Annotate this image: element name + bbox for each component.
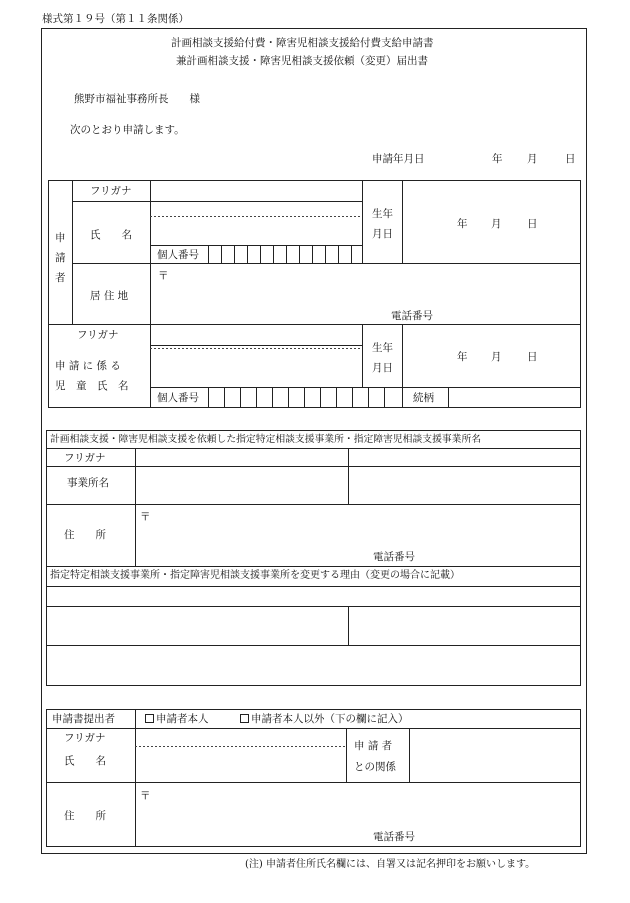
child-name-label-1: 申 請 に 係 る [55, 360, 121, 372]
checkbox-other[interactable] [240, 714, 249, 723]
child-personal-number-label: 個人番号 [157, 392, 199, 404]
submitter-phone-label: 電話番号 [373, 831, 415, 843]
child-birth-label-1: 生年 [372, 342, 393, 354]
applicant-name-label: 氏 名 [90, 229, 132, 241]
application-date-year: 年 [492, 153, 503, 165]
submitter-relation-label-2: との関係 [354, 761, 396, 773]
form-title-line2: 兼計画相談支援・障害児相談支援依頼（変更）届出書 [176, 55, 428, 67]
submitter-name-label: 氏 名 [64, 755, 106, 767]
provider-phone-label: 電話番号 [373, 551, 415, 563]
provider-office-name-label: 事業所名 [67, 477, 109, 489]
submitter-option-other-label: 申請者本人以外（下の欄に記入） [251, 713, 409, 725]
provider-postal-mark: 〒 [140, 511, 151, 523]
submitter-relation-label-1: 申 請 者 [354, 740, 393, 752]
applicant-birth-label-1: 生年 [372, 208, 393, 220]
provider-change-reason-label: 指定特定相談支援事業所・指定障害児相談支援事業所を変更する理由（変更の場合に記載） [50, 570, 460, 581]
submitter-label: 申請書提出者 [52, 713, 115, 725]
applicant-side-label-1: 申 [55, 232, 66, 244]
child-birth-month: 月 [491, 351, 502, 363]
footnote: (注) 申請者住所氏名欄には、自署又は記名押印をお願いします。 [245, 859, 536, 870]
applicant-address-label: 居 住 地 [90, 290, 129, 302]
addressee: 熊野市福祉事務所長 様 [74, 93, 200, 105]
child-birth-label-2: 月日 [372, 362, 393, 374]
provider-header: 計画相談支援・障害児相談支援を依頼した指定特定相談支援事業所・指定障害児相談支援事業所名 [50, 434, 482, 445]
submitter-address-label: 住 所 [64, 810, 106, 822]
submitter-option-other[interactable] [240, 714, 409, 725]
request-text: 次のとおり申請します。 [70, 124, 185, 136]
child-relationship-label: 続柄 [413, 392, 434, 404]
form-number: 様式第１９号（第１１条関係） [42, 13, 189, 25]
applicant-birth-month: 月 [491, 218, 502, 230]
child-name-label-2: 児 童 氏 名 [55, 380, 129, 392]
application-date-day: 日 [565, 153, 576, 165]
child-birth-day: 日 [527, 351, 538, 363]
child-birth-year: 年 [457, 351, 468, 363]
applicant-side-label-3: 者 [55, 272, 66, 284]
applicant-phone-label: 電話番号 [391, 310, 433, 322]
applicant-postal-mark: 〒 [158, 270, 169, 282]
submitter-option-self-label: 申請者本人 [156, 713, 209, 725]
child-furigana-label: フリガナ [77, 329, 119, 341]
form-title-line1: 計画相談支援給付費・障害児相談支援給付費支給申請書 [171, 37, 434, 49]
provider-furigana-label: フリガナ [64, 452, 106, 464]
provider-address-label: 住 所 [64, 529, 106, 541]
application-date-month: 月 [527, 153, 538, 165]
applicant-personal-number-label: 個人番号 [157, 249, 199, 261]
submitter-postal-mark: 〒 [140, 790, 151, 802]
submitter-furigana-label: フリガナ [64, 732, 106, 744]
checkbox-self[interactable] [145, 714, 154, 723]
submitter-option-self[interactable] [145, 714, 209, 725]
application-date-label: 申請年月日 [372, 153, 425, 165]
applicant-side-label-2: 請 [55, 252, 66, 264]
applicant-furigana-label: フリガナ [90, 185, 132, 197]
applicant-birth-day: 日 [527, 218, 538, 230]
applicant-birth-label-2: 月日 [372, 228, 393, 240]
applicant-birth-year: 年 [457, 218, 468, 230]
